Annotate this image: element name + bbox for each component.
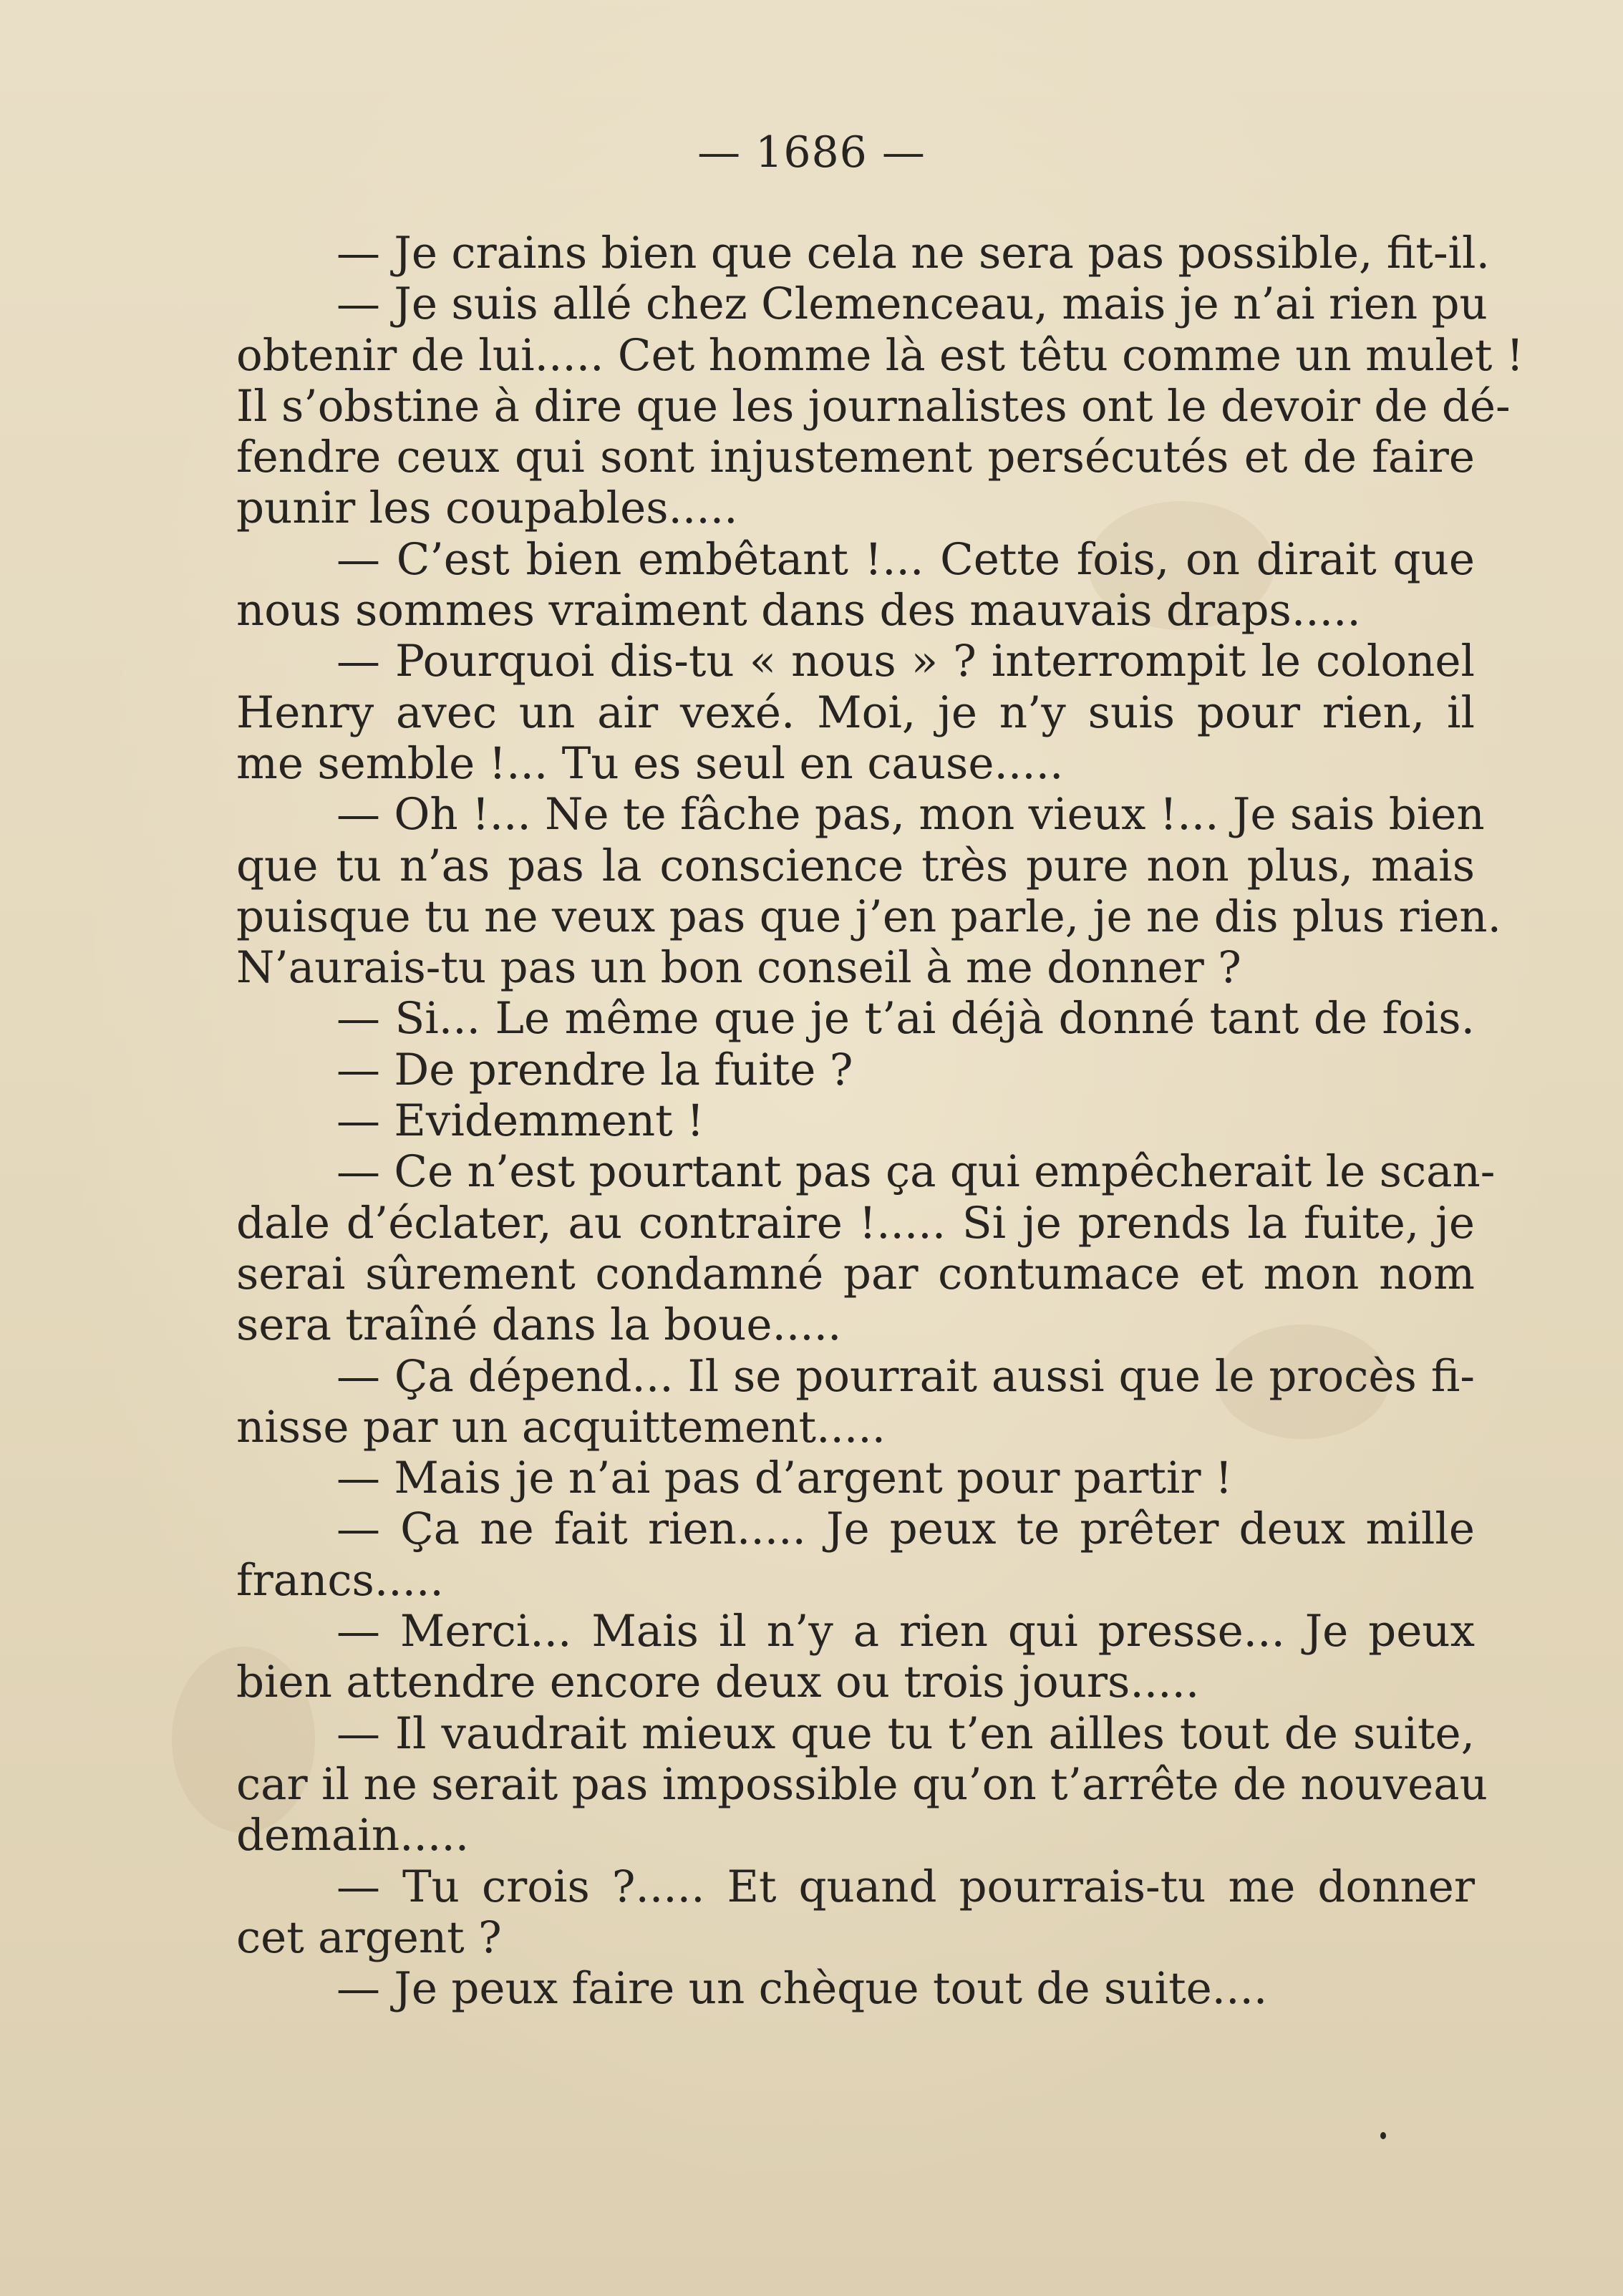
text-line: — Pourquoi dis-tu « nous » ? interrompit le colonel	[336, 636, 1475, 687]
text-line: Henry avec un air vexé. Moi, je n’y suis pour rien, il	[236, 687, 1475, 738]
body-text	[236, 228, 1524, 2015]
text-line: cet argent ?	[236, 1912, 502, 1963]
text-line: — Oh !... Ne te fâche pas, mon vieux !... Je sais bien	[336, 789, 1485, 841]
text-line: serai sûrement condamné par contumace et mon nom	[236, 1248, 1475, 1299]
text-line: nisse par un acquittement.....	[236, 1401, 886, 1453]
text-line: me semble !... Tu es seul en cause.....	[236, 737, 1064, 789]
text-line: — Tu crois ?..... Et quand pourrais-tu me donner	[336, 1861, 1475, 1912]
text-line: nous sommes vraiment dans des mauvais draps.....	[236, 585, 1361, 636]
text-line: demain.....	[236, 1810, 470, 1861]
text-line: dale d’éclater, au contraire !..... Si je prends la fuite, je	[236, 1197, 1475, 1249]
text-line: — Merci... Mais il n’y a rien qui presse... Je peux	[336, 1606, 1475, 1657]
text-line: — Je crains bien que cela ne sera pas possible, fit-il.	[336, 228, 1490, 278]
text-line: — Ça ne fait rien..... Je peux te prêter deux mille	[336, 1503, 1475, 1555]
text-line: — Ça dépend... Il se pourrait aussi que le procès fi-	[336, 1350, 1475, 1402]
text-line: punir les coupables.....	[236, 483, 738, 534]
text-line: bien attendre encore deux ou trois jours.....	[236, 1657, 1200, 1708]
page-number: — 1686 —	[697, 127, 926, 178]
text-line: obtenir de lui..... Cet homme là est têtu comme un mulet !	[236, 329, 1524, 381]
text-line: — Il vaudrait mieux que tu t’en ailles tout de suite,	[336, 1708, 1475, 1759]
text-line: — Je peux faire un chèque tout de suite....	[336, 1963, 1268, 2015]
text-line: francs.....	[236, 1554, 444, 1606]
text-line: — Si... Le même que je t’ai déjà donné tant de fois.	[336, 993, 1475, 1045]
text-line: Il s’obstine à dire que les journalistes ont le devoir de dé-	[236, 380, 1511, 432]
text-line: — De prendre la fuite ?	[336, 1044, 853, 1095]
ink-dot	[1380, 2132, 1386, 2139]
text-line: N’aurais-tu pas un bon conseil à me donner ?	[236, 942, 1241, 994]
text-line: que tu n’as pas la conscience très pure non plus, mais	[236, 840, 1475, 891]
text-line: — C’est bien embêtant !... Cette fois, on dirait que	[336, 533, 1475, 585]
text-line: — Evidemment !	[336, 1095, 704, 1147]
text-line: — Mais je n’ai pas d’argent pour partir !	[336, 1453, 1233, 1504]
text-line: — Ce n’est pourtant pas ça qui empêcherait le scan-	[336, 1146, 1496, 1198]
text-line: puisque tu ne veux pas que j’en parle, je ne dis plus rien.	[236, 891, 1501, 942]
text-line: car il ne serait pas impossible qu’on t’arrête de nouveau	[236, 1758, 1488, 1810]
text-line: sera traîné dans la boue.....	[236, 1299, 842, 1351]
text-line: fendre ceux qui sont injustement persécutés et de faire	[236, 432, 1475, 483]
text-line: — Je suis allé chez Clemenceau, mais je n’ai rien pu	[336, 278, 1488, 330]
